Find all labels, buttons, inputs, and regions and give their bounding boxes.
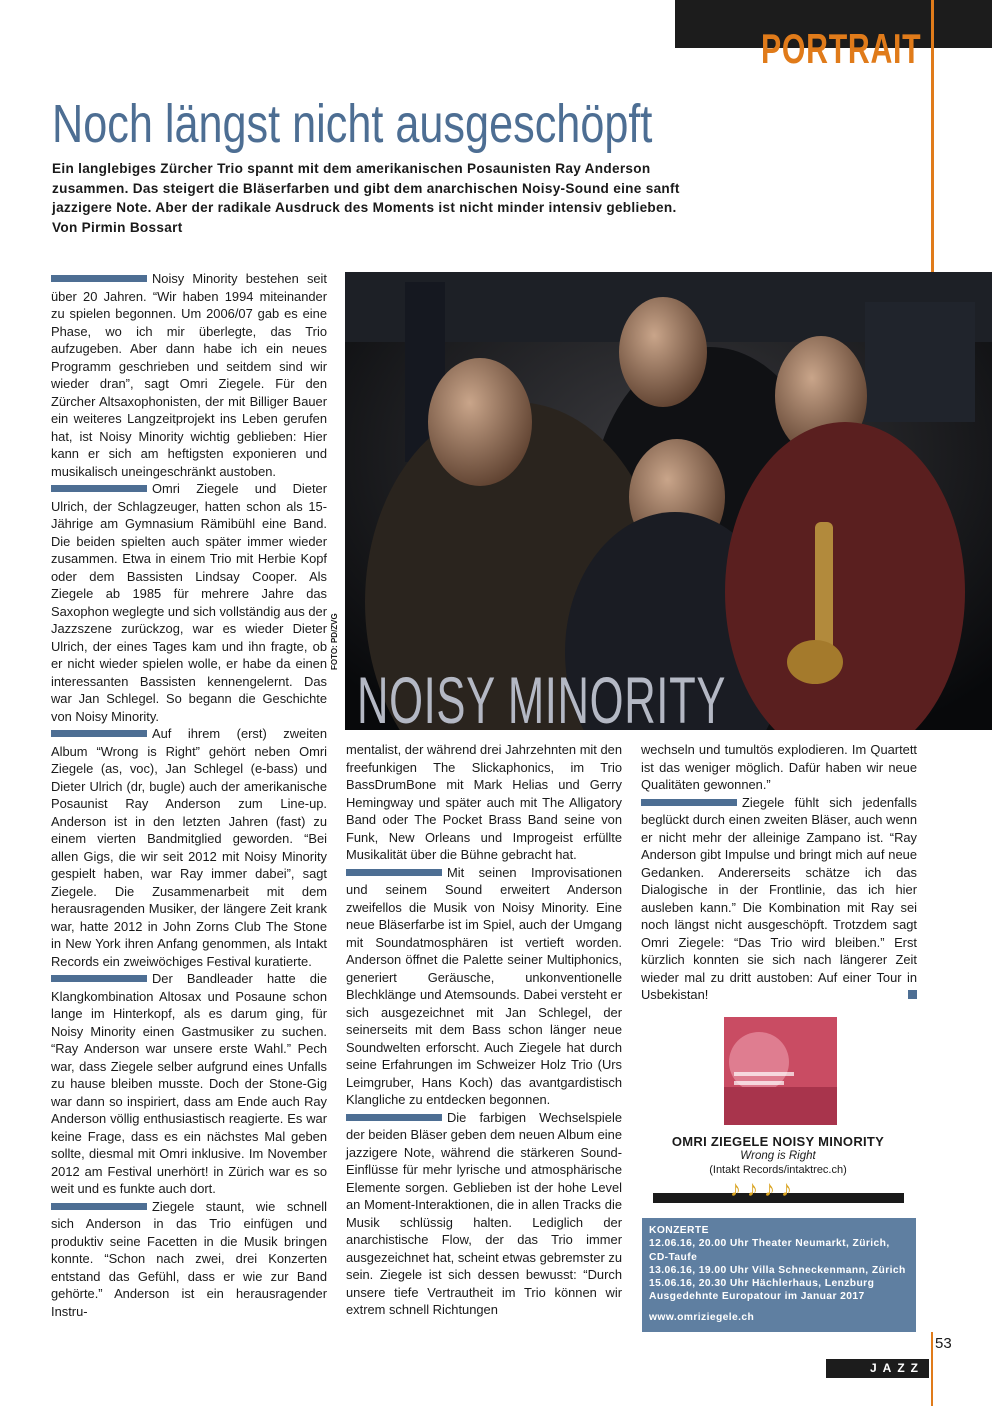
paragraph xyxy=(641,741,917,794)
paragraph-text: Ziegele fühlt sich jedenfalls beglückt durch einen zweiten Bläser, auch wenn er nicht mehr der alleinige Zampano ist. “Ray Anderson gibt Impulse und bringt mich auf neue Gedanken. Andererseits schätze ich das Dialogische in der Frontlinie, das ich hier ausleben kann.” Die Kombination mit Ray sei noch längst nicht ausgeschöpft. Trotzdem sagt Omri Ziegele: “Das Trio wird bleiben.” Erst kürzlich konnten sie sich nach längerer Zeit wieder mal zu dritt austoben: Auf einer Tour in Usbekistan! xyxy=(641,794,917,1002)
article-lead xyxy=(52,159,702,237)
paragraph-text: Der Bandleader hatte die Klangkombination Altosax und Posaune schon lange im Hinterkopf, als es darum ging, für Noisy Minority einen Gastmusiker zu suchen. “Ray Anderson war unsere erste Wahl.” Pech war, dass Ziegele selber aufgrund eines Unfalls zu hause bleiben musste. Doch der Stone-Gig war dann so inspiriert, dass am Ende auch Ray Anderson völlig enthusiastisch reagierte. Es war keine Frage, dass es ein nächstes Mal geben sollte, diesmal mit Omri inklusive. Im November 2012 am Festival unerhört! in Zürich war es so weit und es funkte auch dort. xyxy=(51,971,327,1196)
band-photo xyxy=(345,272,992,730)
paragraph-text: mentalist, der während drei Jahrzehnten mit den freefunkigen The Slickaphonics, im Trio BassDrumBone mit Mark Helias und Gerry Hemingway und später auch mit The Alligatory Band oder The Pocket Brass Band seine von Funk, New Orleans und Improgeist erfüllte Musikalität über die Bühne gebracht hat. xyxy=(346,742,622,862)
album-title: Wrong is Right xyxy=(740,1150,816,1162)
paragraph-rule xyxy=(51,485,147,492)
photo-title: NOISY MINORITY xyxy=(357,663,727,730)
paragraph-rule xyxy=(641,799,737,806)
concert-line: 15.06.16, 20.30 Uhr Hächlerhaus, Lenzburg xyxy=(649,1278,875,1290)
paragraph xyxy=(51,270,327,480)
concert-line: Ausgedehnte Europatour im Januar 2017 xyxy=(649,1291,865,1303)
accent-rule-bottom xyxy=(931,1332,933,1406)
concert-line: 12.06.16, 20.00 Uhr Theater Neumarkt, Zürich, xyxy=(649,1238,890,1250)
paragraph-rule xyxy=(51,275,147,282)
paragraph xyxy=(51,480,327,725)
paragraph xyxy=(51,1198,327,1321)
photo-credit: FOTO: PD/ZVG xyxy=(330,613,339,670)
paragraph-rule xyxy=(346,1114,442,1121)
paragraph-text: wechseln und tumultös explodieren. Im Quartett ist das weniger möglich. Dafür haben wir neue Qualitäten gewonnen.” xyxy=(641,742,917,792)
rating-note-icon: ♪ xyxy=(764,1176,781,1201)
paragraph xyxy=(51,970,327,1198)
album-cover xyxy=(724,1017,837,1125)
page-number: 53 xyxy=(935,1335,952,1352)
column-2 xyxy=(346,741,622,1319)
article-title: Noch längst nicht ausgeschöpft xyxy=(52,94,653,154)
paragraph-rule xyxy=(51,975,147,982)
paragraph-rule xyxy=(51,730,147,737)
column-1 xyxy=(51,270,327,1320)
rating-note-icon: ♪ xyxy=(730,1176,747,1201)
byline: Von Pirmin Bossart xyxy=(52,219,183,235)
album-label: (Intakt Records/intaktrec.ch) xyxy=(709,1164,847,1176)
paragraph-text: Omri Ziegele und Dieter Ulrich, der Schlagzeuger, hatten schon als 15-Jährige am Gymnasium Rämibühl eine Band. Die beiden spielten auch später immer wieder zusammen. Etwa in einem Trio mit Herbie Kopf oder dem Bassisten Lindsay Cooper. Als Ziegele ab 1985 für mehrere Jahre das Saxophon weglegte und sich vollständig aus der Jazzszene zurückzog, war es wieder Dieter Ulrich, der eines Tages kam und ihn fragte, ob er nicht wieder spielen wolle, er habe da einen interessanten Bassisten kennengelernt. Das war Jan Schlegel. So begann die Geschichte von Noisy Minority. xyxy=(51,481,327,724)
paragraph xyxy=(641,794,917,1004)
album-artist: OMRI ZIEGELE NOISY MINORITY xyxy=(671,1134,885,1149)
concerts-url[interactable]: www.omriziegele.ch xyxy=(649,1311,755,1323)
concerts-heading: KONZERTE xyxy=(649,1225,709,1236)
album-cover-illustration xyxy=(724,1017,837,1125)
footer-section: JAZZ xyxy=(870,1361,924,1375)
concerts-box xyxy=(642,1218,916,1332)
column-3 xyxy=(641,741,917,1004)
rating-note-icon: ♪ xyxy=(781,1176,798,1201)
concert-line: 13.06.16, 19.00 Uhr Villa Schneckenmann, Zürich xyxy=(649,1264,906,1276)
end-mark xyxy=(908,990,917,999)
concert-line: CD-Taufe xyxy=(649,1251,698,1263)
rating-note-icon: ♪ xyxy=(747,1176,764,1201)
paragraph-text: Mit seinen Improvisationen und seinem Sound erweitert Anderson zweifellos die Musik von Noisy Minority. Eine neue Bläserfarbe ist im Spiel, auch der Umgang mit Soundatmosphären ist vertieft worden. Anderson öffnet die Palette seiner Multiphonics, generiert Geräusche, unkonventionelle Blechklänge und Atemsounds. Dabei versteht er sich ausgezeichnet mit Jan Schlegel, der seinerseits mit dem Bass schon länger neue Soundwelten erforscht. Auch Ziegele hat durch seine Erfahrungen im Schweizer Holz Trio (Urs Leimgruber, Hans Koch) das avantgardistisch Klangliche zu entdecken begonnen. xyxy=(346,864,622,1107)
paragraph-text: Noisy Minority bestehen seit über 20 Jahren. “Wir haben 1994 miteinander zu spielen begonnen. Um 2006/07 gab es eine Phase, wo ich mir überlegte, das Trio aufzugeben. Aber dann habe ich ein neues Programm geschrieben und seitdem sind wir wieder dran”, sagt Omri Ziegele. Für den Zürcher Altsaxophonisten, der mit Billiger Bauer ein weiteres Langzeitprojekt ins Leben gerufen hat, ist Noisy Minority wichtig geblieben: Hier kann er sich am heftigsten exponieren und musikalisch uneingeschränkt austoben. xyxy=(51,271,327,479)
paragraph-text: Die farbigen Wechselspiele der beiden Bläser geben dem neuen Album eine jazzigere Note, während die stärkeren Sound-Einflüsse für mehr lyrische und atmosphärische Elemente sorgen. Geblieben ist der hohe Level an Moment-Interaktionen, die in allen Tracks die Musik schlüssig halten. Lediglich der anarchistische Flow, der das Trio immer ausgezeichnet hat, scheint etwas gebremster zu sein. Ziegele ist sich dessen bewusst: “Durch unsere tiefe Vertrautheit im Trio können wir extrem schnell Richtungen xyxy=(346,1109,622,1317)
paragraph-text: Auf ihrem (erst) zweiten Album “Wrong is Right” gehört neben Omri Ziegele (as, voc), Jan Schlegel (e-bass) und Dieter Ulrich (dr, bugle) auch der amerikanische Posaunist Ray Anderson zum Line-up. Anderson ist in den letzten Jahren (fast) zu einem vierten Bandmitglied geworden. “Bei allen Gigs, die wir seit 2012 mit Noisy Minority gespielt haben, war Ray immer dabei”, sagt Ziegele. Die Zusammenarbeit mit dem herausragenden Musiker, der längere Zeit krank war, hatte 2012 in John Zorns Club The Stone in New York ihren Anfang genommen, als Intakt Records ein zweiwöchiges Festival kuratierte. xyxy=(51,726,327,969)
paragraph-rule xyxy=(346,869,442,876)
paragraph xyxy=(346,741,622,864)
paragraph xyxy=(346,864,622,1109)
paragraph xyxy=(346,1109,622,1319)
lead-text: Ein langlebiges Zürcher Trio spannt mit dem amerikanischen Posaunisten Ray Anderson zusammen. Das steigert die Bläserfarben und gibt dem anarchischen Noisy-Sound eine sanft jazzigere Note. Aber der radikale Ausdruck des Moments ist nicht minder intensiv geblieben. xyxy=(52,161,680,215)
paragraph xyxy=(51,725,327,970)
section-label: PORTRAIT xyxy=(761,25,922,72)
rating-notes xyxy=(730,1176,798,1202)
paragraph-text: Ziegele staunt, wie schnell sich Anderson in das Trio einfügen und produktiv seine Facetten in die Musik bringen konnte. “Schon nach zwei, drei Konzerten entstand das Gefühl, dass er wie zur Band gehörte.” Anderson ist ein herausragender Instru- xyxy=(51,1198,327,1319)
band-photo-illustration xyxy=(345,272,992,730)
paragraph-rule xyxy=(51,1203,147,1210)
